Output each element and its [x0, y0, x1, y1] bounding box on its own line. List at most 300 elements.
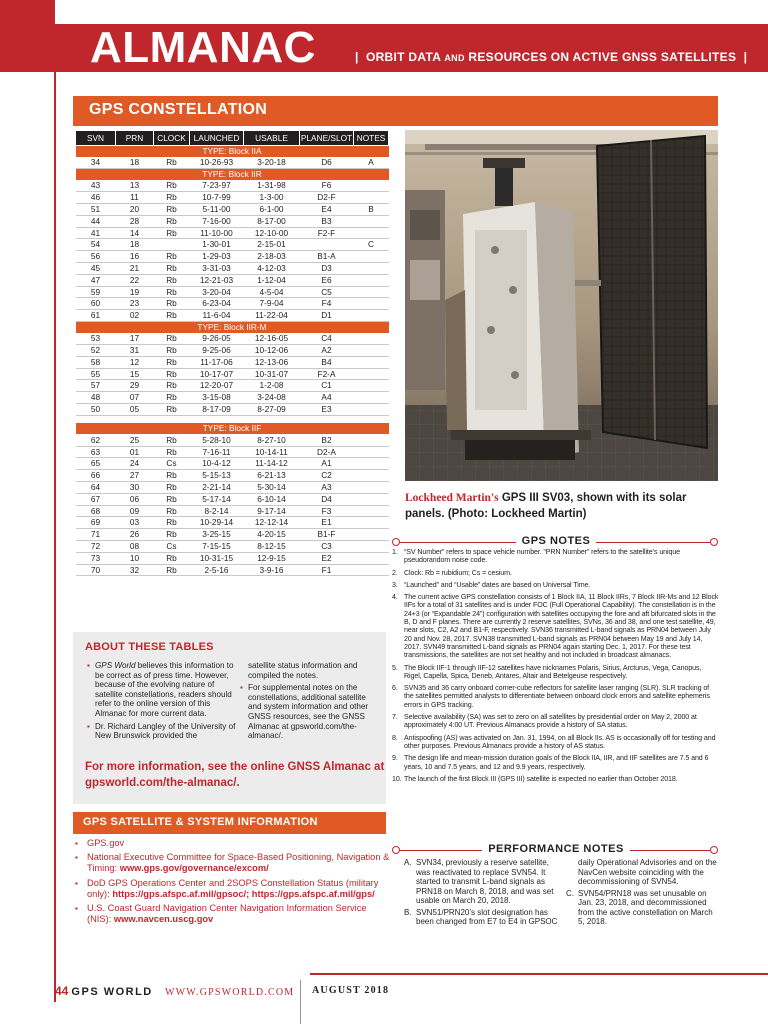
about-text: Dr. Richard Langley of the University of New Brunswick provided the [95, 721, 236, 741]
sysinfo-text: U.S. Coast Guard Navigation Center Navigation Information Service (NIS): [87, 903, 367, 925]
table-cell [354, 493, 389, 505]
caption-brand: Lockheed Martin's [405, 492, 499, 504]
note-number: 9. [392, 754, 398, 763]
note-number: 5. [392, 663, 398, 672]
table-cell: 24 [116, 458, 154, 470]
perf-note-item [566, 858, 718, 887]
table-cell: 12-10-00 [244, 227, 300, 239]
page-number: 44 [55, 984, 69, 998]
note-text: Antispoofing (AS) was activated on Jan. 31, 1994, on all Block IIs. AS is occasionally off for testing and other purposes. Previous Almanacs provide a history of AS status. [404, 733, 716, 750]
table-cell: F6 [300, 180, 354, 192]
sysinfo-item[interactable] [75, 903, 390, 925]
table-row [76, 227, 389, 239]
table-cell [354, 368, 389, 380]
table-row [76, 552, 389, 564]
table-cell: Rb [154, 482, 190, 494]
table-cell: A3 [300, 482, 354, 494]
note-item [392, 775, 720, 783]
table-cell: 10-31-15 [190, 552, 244, 564]
caption-text: GPS III SV03, shown with its solar panels. (Photo: Lockheed Martin) [405, 492, 687, 520]
section-tagline: | ORBIT DATA AND RESOURCES ON ACTIVE GNSS SATELLITES | [355, 50, 748, 64]
column-header: LAUNCHED [190, 131, 244, 146]
about-text: For supplemental notes on the constellations, additional satellite and system information and other GNSS resources, see the GNSS Almanac at gpsworld.com/the-almanac/. [248, 683, 369, 741]
table-cell: 7-16-00 [190, 215, 244, 227]
table-cell: Rb [154, 368, 190, 380]
note-text: The Block IIF-1 through IIF-12 satellites have nicknames Polaris, Sirius, Arcturus, Vega, Canopus, Rigel, Capella, Spica, Deneb, Antares, Altair and Betelgeuse respectively. [404, 663, 702, 680]
table-cell: B2 [300, 434, 354, 446]
block-type-label: TYPE: Block IIR-M [76, 321, 389, 332]
table-cell: 71 [76, 529, 116, 541]
table-cell: B [354, 203, 389, 215]
table-cell: 6-23-04 [190, 298, 244, 310]
table-cell: 1-2-08 [244, 380, 300, 392]
table-body [76, 146, 389, 576]
table-cell: 3-24-08 [244, 392, 300, 404]
table-cell: 12-20-07 [190, 380, 244, 392]
note-item [392, 593, 720, 659]
table-header-row [76, 131, 389, 146]
table-cell: 9-25-06 [190, 345, 244, 357]
table-row [76, 215, 389, 227]
table-cell: C1 [300, 380, 354, 392]
perf-notes-right [566, 858, 718, 929]
table-cell: Rb [154, 262, 190, 274]
table-row [76, 368, 389, 380]
table-cell: Rb [154, 274, 190, 286]
table-cell: 8-17-00 [244, 215, 300, 227]
table-cell: 13 [116, 180, 154, 192]
sysinfo-link[interactable]: www.gps.gov/governance/excom/ [119, 863, 269, 874]
table-cell: 66 [76, 470, 116, 482]
table-cell: D2-F [300, 192, 354, 204]
table-cell: 6-21-13 [244, 470, 300, 482]
table-cell: Rb [154, 298, 190, 310]
table-cell: 10-26-93 [190, 157, 244, 169]
table-cell [354, 227, 389, 239]
column-header: SVN [76, 131, 116, 146]
table-gap-row [76, 415, 389, 423]
table-cell [354, 517, 389, 529]
table-cell: 25 [116, 434, 154, 446]
about-more-info: For more information, see the online GNSS Almanac at gpsworld.com/the-almanac/. [85, 761, 385, 789]
about-item [87, 722, 237, 741]
table-row [76, 541, 389, 553]
gps-notes-list [392, 548, 720, 787]
table-cell: F1 [300, 564, 354, 576]
table-cell: E3 [300, 404, 354, 416]
table-cell: B1-F [300, 529, 354, 541]
table-cell: F3 [300, 505, 354, 517]
note-number: 6. [392, 684, 398, 693]
note-number: 4. [392, 593, 398, 602]
table-cell: 50 [76, 404, 116, 416]
about-text: satellite status information and compiled the notes. [248, 661, 358, 680]
satellite-photo [405, 130, 718, 481]
table-cell: 18 [116, 239, 154, 251]
table-cell: D3 [300, 262, 354, 274]
table-cell: 11-22-04 [244, 310, 300, 322]
table-cell: 10-17-07 [190, 368, 244, 380]
table-cell: 32 [116, 564, 154, 576]
bullet-icon: ▪ [75, 904, 78, 914]
note-item [392, 581, 720, 589]
sysinfo-item[interactable] [75, 852, 390, 874]
table-cell: 43 [76, 180, 116, 192]
table-cell: 56 [76, 251, 116, 263]
table-cell [354, 458, 389, 470]
table-cell: Rb [154, 564, 190, 576]
table-cell: 1-31-98 [244, 180, 300, 192]
table-cell [354, 180, 389, 192]
table-cell [354, 552, 389, 564]
table-cell: 67 [76, 493, 116, 505]
perf-note-letter: A. [404, 858, 412, 867]
table-cell: 01 [116, 446, 154, 458]
table-cell: A2 [300, 345, 354, 357]
table-cell: 1-3-00 [244, 192, 300, 204]
table-cell [354, 482, 389, 494]
table-cell: 15 [116, 368, 154, 380]
table-row [76, 392, 389, 404]
table-cell: 59 [76, 286, 116, 298]
table-cell [354, 286, 389, 298]
table-cell: 08 [116, 541, 154, 553]
about-item [240, 661, 380, 680]
table-cell: Cs [154, 458, 190, 470]
table-row [76, 286, 389, 298]
table-cell: 5-17-14 [190, 493, 244, 505]
table-cell: Rb [154, 215, 190, 227]
table-row [76, 239, 389, 251]
table-cell [354, 274, 389, 286]
table-cell: 03 [116, 517, 154, 529]
table-gap-cell [76, 415, 389, 423]
table-row [76, 564, 389, 576]
table-cell: 11-10-00 [190, 227, 244, 239]
table-cell: 46 [76, 192, 116, 204]
note-text: SVN35 and 36 carry onboard corner-cube reflectors for satellite laser ranging (SLR). SLR tracking of the satellites permitted analysts to differentiate between onboard clock errors and satellite ephemeris errors in GPS tracking. [404, 684, 710, 709]
table-cell: 63 [76, 446, 116, 458]
note-text: Selective availability (SA) was set to zero on all satellites by presidential order on May 2, 2000 at approximately 4:00 UT. Previous Almanacs provide a history of SA status. [404, 713, 697, 730]
table-cell: 07 [116, 392, 154, 404]
bullet-icon: ▪ [75, 839, 78, 848]
note-number: 3. [392, 580, 398, 589]
table-cell: 1-12-04 [244, 274, 300, 286]
table-row [76, 517, 389, 529]
table-cell: B3 [300, 215, 354, 227]
sysinfo-text: GPS.gov [87, 838, 125, 848]
table-row [76, 529, 389, 541]
table-cell: Rb [154, 529, 190, 541]
perf-note-letter: C. [566, 888, 574, 898]
table-cell: B1-A [300, 251, 354, 263]
table-cell: E2 [300, 552, 354, 564]
table-cell: 09 [116, 505, 154, 517]
table-cell: 8-17-09 [190, 404, 244, 416]
table-cell: 53 [76, 333, 116, 345]
perf-note-text: SVN54/PRN18 was set unusable on Jan. 23, 2018, and decommissioned from the active constellation on March 5, 2018. [578, 888, 713, 926]
table-cell: 2-18-03 [244, 251, 300, 263]
about-left-column [87, 661, 237, 744]
table-row [76, 180, 389, 192]
table-cell: Rb [154, 157, 190, 169]
performance-notes-heading: PERFORMANCE NOTES [392, 843, 720, 857]
table-cell: 72 [76, 541, 116, 553]
table-cell: Rb [154, 404, 190, 416]
table-cell: 7-16-11 [190, 446, 244, 458]
note-number: 7. [392, 713, 398, 722]
table-cell: 02 [116, 310, 154, 322]
sysinfo-item[interactable] [75, 878, 390, 900]
perf-note-item [404, 858, 564, 906]
table-cell: 12-13-06 [244, 356, 300, 368]
table-cell: 41 [76, 227, 116, 239]
table-cell: Rb [154, 310, 190, 322]
note-text: The current active GPS constellation consists of 1 Block IIA, 11 Block IIRs, 7 Block IIR-Ms and 12 Block IIFs for a total of 31 satellites and is under FOC (Full Operational Capability). The constellation is in the 24+3 (or “Expandable 24”) configuration with satellites occupying the fore and aft bifurcated slots in the B, D and F planes. There are currently 2 reserve satellites, SVNs, 36 and 38, and one test satellite, 49, near slots, C2, A2 and B1-F, respectively. SVN36 transmitted L-band signals as PRN04 between July 20 and Nov. 28, 2017. SVN38 transmitted L-band signals as PRN04 between May 19 and July 14, 2017. SVN49 transmitted L-band signals as PRN04 again starting Dec. 1, 2017. For these test transmissions, the satellites are not set healthy and not included in broadcast almanacs. [404, 593, 719, 660]
page-footer [55, 984, 294, 998]
gps-constellation-table [75, 130, 389, 576]
table-row [76, 274, 389, 286]
table-cell: 26 [116, 529, 154, 541]
bullet-icon: ▪ [75, 853, 78, 863]
bullet-icon: ▪ [87, 721, 90, 731]
column-header: CLOCK [154, 131, 190, 146]
note-text: The launch of the first Block III (GPS III) satellite is expected no earlier than October 2018. [404, 774, 678, 783]
table-cell: 52 [76, 345, 116, 357]
table-cell: 4-5-04 [244, 286, 300, 298]
table-cell: 68 [76, 505, 116, 517]
table-cell: Rb [154, 380, 190, 392]
block-type-label: TYPE: Block IIF [76, 423, 389, 434]
table-cell: Rb [154, 333, 190, 345]
table-cell: Rb [154, 392, 190, 404]
table-cell [354, 345, 389, 357]
note-item [392, 684, 720, 709]
note-number: 10. [392, 774, 402, 783]
table-cell: 54 [76, 239, 116, 251]
note-item [392, 734, 720, 751]
table-cell [354, 392, 389, 404]
table-cell: 7-9-04 [244, 298, 300, 310]
table-cell: 3-9-16 [244, 564, 300, 576]
table-row [76, 251, 389, 263]
table-cell: 10-14-11 [244, 446, 300, 458]
note-text: “Launched” and “Usable” dates are based on Universal Time. [404, 580, 591, 589]
table-cell: 45 [76, 262, 116, 274]
table-cell [354, 356, 389, 368]
note-item [392, 713, 720, 730]
table-cell: E4 [300, 203, 354, 215]
table-cell: 2-15-01 [244, 239, 300, 251]
table-cell: Rb [154, 493, 190, 505]
table-cell: 20 [116, 203, 154, 215]
table-cell [354, 333, 389, 345]
table-cell: Rb [154, 356, 190, 368]
sysinfo-item[interactable] [75, 838, 390, 849]
table-cell: 47 [76, 274, 116, 286]
note-item [392, 569, 720, 577]
table-cell: B4 [300, 356, 354, 368]
table-cell: 9-17-14 [244, 505, 300, 517]
table-cell: 16 [116, 251, 154, 263]
table-cell: 29 [116, 380, 154, 392]
table-cell: 8-27-09 [244, 404, 300, 416]
table-cell: 9-26-05 [190, 333, 244, 345]
table-type-row [76, 146, 389, 157]
table-cell: 11-17-06 [190, 356, 244, 368]
table-type-row [76, 321, 389, 332]
table-cell: 70 [76, 564, 116, 576]
table-row [76, 505, 389, 517]
section-title: ALMANAC [90, 23, 316, 72]
footer-divider [300, 980, 301, 1024]
table-cell: C5 [300, 286, 354, 298]
note-item [392, 754, 720, 771]
table-cell [354, 529, 389, 541]
table-cell: 5-30-14 [244, 482, 300, 494]
table-type-row [76, 169, 389, 180]
perf-notes-left [404, 858, 564, 929]
about-item [87, 661, 237, 719]
table-cell: F2-F [300, 227, 354, 239]
table-cell: 3-31-03 [190, 262, 244, 274]
table-cell: 3-15-08 [190, 392, 244, 404]
table-cell: E6 [300, 274, 354, 286]
table-cell: 62 [76, 434, 116, 446]
table-cell: 11-14-12 [244, 458, 300, 470]
table-cell: 30 [116, 482, 154, 494]
table-row [76, 310, 389, 322]
magazine-name: GPS WORLD [71, 986, 153, 998]
perf-note-item [566, 889, 718, 927]
table-cell: Rb [154, 251, 190, 263]
footer-date-wrap [312, 984, 389, 996]
table-cell: 61 [76, 310, 116, 322]
table-cell: F2-A [300, 368, 354, 380]
table-cell: 4-12-03 [244, 262, 300, 274]
table-cell: Rb [154, 434, 190, 446]
table-cell: 48 [76, 392, 116, 404]
footer-rule [310, 973, 768, 975]
table-cell [354, 380, 389, 392]
table-cell: 12 [116, 356, 154, 368]
table-cell [354, 404, 389, 416]
table-cell: 12-12-14 [244, 517, 300, 529]
table-cell: Rb [154, 446, 190, 458]
about-text: believes this information to be correct as of press time. However, because of the evolving nature of satellite constellations, readers should refer to the online version of this Almanac for more current data. [95, 661, 234, 718]
table-row [76, 404, 389, 416]
table-row [76, 298, 389, 310]
table-cell: 8-27-10 [244, 434, 300, 446]
table-type-row [76, 423, 389, 434]
table-cell: 60 [76, 298, 116, 310]
note-number: 8. [392, 733, 398, 742]
table-row [76, 192, 389, 204]
table-cell: 2-5-16 [190, 564, 244, 576]
table-row [76, 356, 389, 368]
table-cell: 22 [116, 274, 154, 286]
table-cell: C [354, 239, 389, 251]
table-cell: 27 [116, 470, 154, 482]
table-cell: 6-1-00 [244, 203, 300, 215]
table-row [76, 345, 389, 357]
perf-note-item [404, 908, 564, 927]
table-cell: 8-2-14 [190, 505, 244, 517]
about-right-column [240, 661, 380, 744]
table-cell: 58 [76, 356, 116, 368]
table-cell [354, 215, 389, 227]
column-header: PRN [116, 131, 154, 146]
bullet-icon: ▪ [240, 683, 243, 693]
table-cell: 4-20-15 [244, 529, 300, 541]
table-row [76, 203, 389, 215]
table-cell: C3 [300, 541, 354, 553]
table-cell: 3-20-18 [244, 157, 300, 169]
table-cell: Rb [154, 192, 190, 204]
table-cell: 1-29-03 [190, 251, 244, 263]
table-cell: 21 [116, 262, 154, 274]
table-cell: 5-11-00 [190, 203, 244, 215]
table-cell: C2 [300, 470, 354, 482]
sysinfo-list [75, 838, 390, 928]
sysinfo-link[interactable]: www.navcen.uscg.gov [113, 914, 214, 925]
table-row [76, 482, 389, 494]
photo-caption [405, 490, 718, 522]
gps-iii-satellite-image [405, 130, 718, 481]
table-cell: D1 [300, 310, 354, 322]
table-cell: 7-23-97 [190, 180, 244, 192]
table-cell: 19 [116, 286, 154, 298]
table-row [76, 157, 389, 169]
table-row [76, 446, 389, 458]
column-header: USABLE [244, 131, 300, 146]
note-number: 2. [392, 568, 398, 577]
table-cell: 34 [76, 157, 116, 169]
sysinfo-text: DoD GPS Operations Center and 2SOPS Constellation Status (military only): [87, 877, 379, 899]
website-link[interactable]: WWW.GPSWORLD.COM [165, 987, 295, 998]
table-cell [354, 505, 389, 517]
table-cell: E1 [300, 517, 354, 529]
table-cell: 10-12-06 [244, 345, 300, 357]
block-type-label: TYPE: Block IIA [76, 146, 389, 157]
table-cell: 11-6-04 [190, 310, 244, 322]
table-cell: 05 [116, 404, 154, 416]
table-cell: D4 [300, 493, 354, 505]
table-row [76, 380, 389, 392]
table-cell: 10-31-07 [244, 368, 300, 380]
table-cell: 28 [116, 215, 154, 227]
issue-date: AUGUST 2018 [312, 985, 390, 996]
bullet-icon: ▪ [75, 878, 78, 888]
table-cell: 8-12-15 [244, 541, 300, 553]
table-cell [300, 239, 354, 251]
table-cell: Rb [154, 552, 190, 564]
table-cell: Rb [154, 180, 190, 192]
table-row [76, 493, 389, 505]
about-tables-title: ABOUT THESE TABLES [85, 641, 214, 653]
table-cell: Rb [154, 286, 190, 298]
sysinfo-link[interactable]: https://gps.afspc.af.mil/gpsoc/; https://gps.afspc.af.mil/gps/ [112, 888, 375, 899]
table-cell: 5-15-13 [190, 470, 244, 482]
note-text: “SV Number” refers to space vehicle number. “PRN Number” refers to the satellite’s unique pseudorandom noise code. [404, 548, 681, 565]
table-cell: 2-21-14 [190, 482, 244, 494]
block-type-label: TYPE: Block IIR [76, 169, 389, 180]
table-cell: 55 [76, 368, 116, 380]
perf-note-text: SVN34, previously a reserve satellite, was reactivated to replace SVN54. It started to transmit L-band signals as PRN18 on March 8, 2018, and was set usable on March 20, 2018. [416, 858, 554, 905]
gps-notes-heading: GPS NOTES [392, 535, 720, 549]
table-cell: 11 [116, 192, 154, 204]
table-cell: 31 [116, 345, 154, 357]
